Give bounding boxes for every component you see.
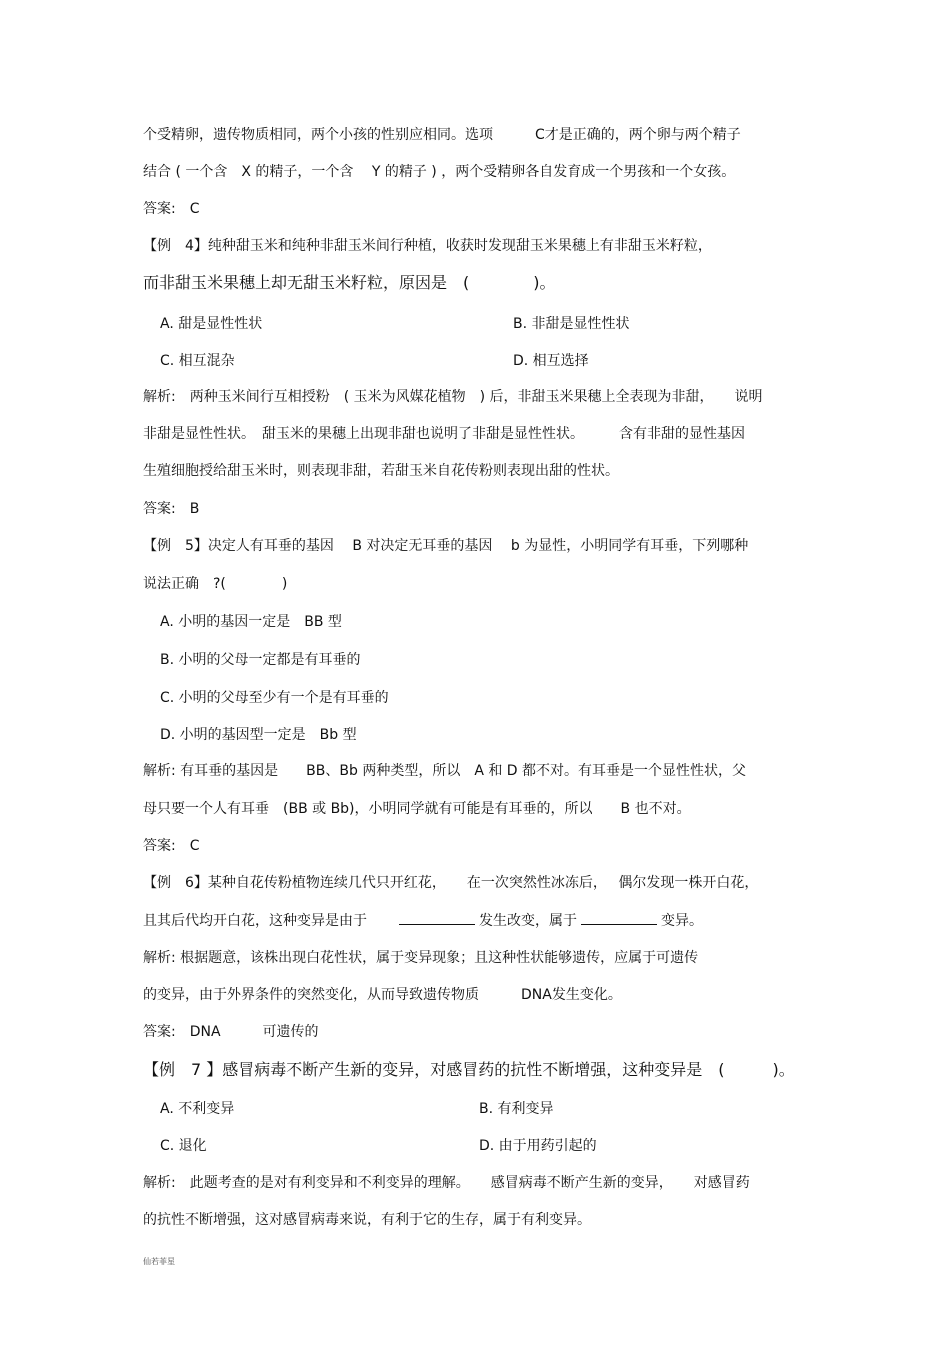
- answer-line: 答案: DNA 可遗传的: [143, 1024, 319, 1040]
- question-6-text: 且其后代均开白花，这种变异是由于: [143, 913, 395, 929]
- option-d: D. 由于用药引起的: [479, 1138, 597, 1154]
- answer-line: 答案: C: [143, 201, 200, 217]
- analysis-line: 解析: 此题考查的是对有利变异和不利变异的理解。 感冒病毒不断产生新的变异， 对感冒药: [143, 1175, 750, 1191]
- option-d: D. 相互选择: [513, 353, 589, 369]
- analysis-line: 非甜是显性性状。 甜玉米的果穗上出现非甜也说明了非甜是显性性状。 含有非甜的显性基因: [143, 426, 745, 442]
- analysis-line: 母只要一个人有耳垂 (BB 或 Bb)，小明同学就有可能是有耳垂的，所以 B 也不对。: [143, 801, 691, 817]
- analysis-line: 解析: 有耳垂的基因是 BB、Bb 两种类型，所以 A 和 D 都不对。有耳垂是一个显性性状，父: [143, 763, 747, 779]
- question-6-line: [143, 910, 703, 930]
- option-d: D. 小明的基因型一定是 Bb 型: [160, 727, 357, 743]
- fill-blank: [399, 910, 475, 925]
- option-a: A. 不利变异: [160, 1101, 235, 1117]
- text-line: 结合 ( 一个含 X 的精子，一个含 Y 的精子 ) ，两个受精卵各自发育成一个男孩和一个女孩。: [143, 164, 736, 180]
- analysis-line: 解析: 根据题意，该株出现白花性状，属于变异现象；且这种性状能够遗传，应属于可遗传: [143, 950, 699, 966]
- question-6-line: 【例 6】某种自花传粉植物连续几代只开红花， 在一次突然性冰冻后， 偶尔发现一株开白花，: [143, 875, 759, 891]
- fill-blank: [581, 910, 657, 925]
- option-a: A. 小明的基因一定是 BB 型: [160, 614, 342, 630]
- text-line: 个受精卵，遗传物质相同，两个小孩的性别应相同。选项 C才是正确的，两个卵与两个精子: [143, 127, 741, 143]
- option-c: C. 退化: [160, 1138, 207, 1154]
- option-c: C. 相互混杂: [160, 353, 235, 369]
- question-6-text: 发生改变，属于: [479, 913, 577, 929]
- option-b: B. 非甜是显性性状: [513, 316, 630, 332]
- question-4-line: 而非甜玉米果穗上却无甜玉米籽粒，原因是 ( )。: [143, 273, 556, 292]
- analysis-line: 解析: 两种玉米间行互相授粉 ( 玉米为风媒花植物 ) 后，非甜玉米果穗上全表现为非甜， 说明: [143, 389, 763, 405]
- answer-line: 答案: B: [143, 501, 200, 517]
- option-b: B. 有利变异: [479, 1101, 554, 1117]
- question-5-line: 【例 5】决定人有耳垂的基因 B 对决定无耳垂的基因 b 为显性，小明同学有耳垂，下列哪种: [143, 538, 749, 554]
- question-6-text: 变异。: [661, 913, 703, 929]
- option-c: C. 小明的父母至少有一个是有耳垂的: [160, 690, 389, 706]
- answer-line: 答案: C: [143, 838, 200, 854]
- option-a: A. 甜是显性性状: [160, 316, 263, 332]
- question-5-line: 说法正确 ?( ): [143, 576, 288, 592]
- question-7-line: 【例 7 】感冒病毒不断产生新的变异，对感冒药的抗性不断增强，这种变异是 ( )。: [143, 1060, 795, 1079]
- page-footer: 仙若菲星: [143, 1257, 175, 1266]
- analysis-line: 的抗性不断增强，这对感冒病毒来说，有利于它的生存，属于有利变异。: [143, 1212, 591, 1228]
- analysis-line: 的变异，由于外界条件的突然变化，从而导致遗传物质 DNA发生变化。: [143, 987, 622, 1003]
- option-b: B. 小明的父母一定都是有耳垂的: [160, 652, 361, 668]
- question-4-line: 【例 4】纯种甜玉米和纯种非甜玉米间行种植，收获时发现甜玉米果穗上有非甜玉米籽粒，: [143, 238, 712, 254]
- analysis-line: 生殖细胞授给甜玉米时，则表现非甜，若甜玉米自花传粉则表现出甜的性状。: [143, 463, 619, 479]
